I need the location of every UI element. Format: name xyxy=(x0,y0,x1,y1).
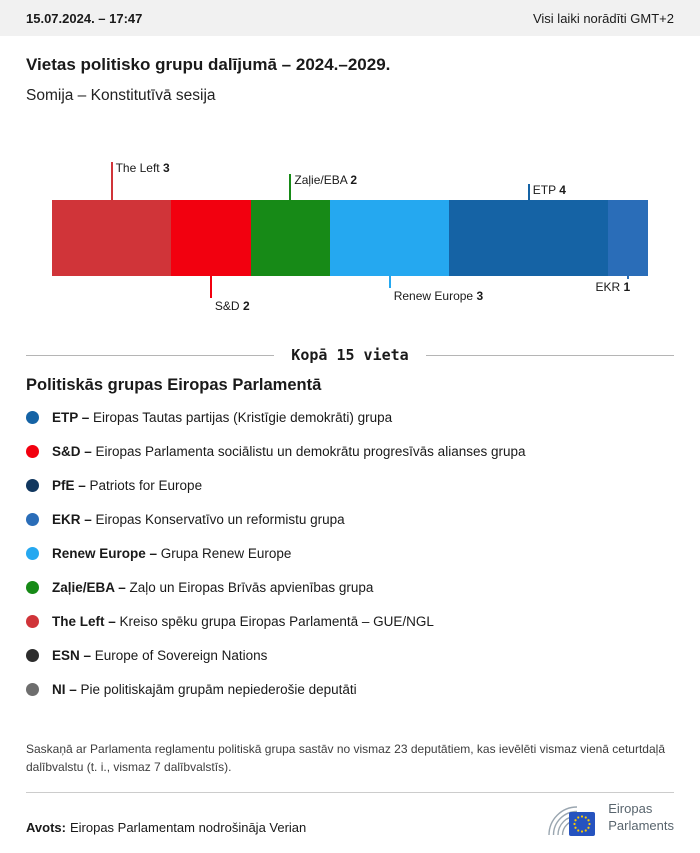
bar-segment-s-d[interactable] xyxy=(171,200,250,276)
page-subtitle: Somija – Konstitutīvā sesija xyxy=(26,87,216,104)
leader-line-the-left xyxy=(111,162,113,200)
footer-divider xyxy=(26,792,674,793)
legend-dot-renew-europe xyxy=(26,547,39,560)
legend-text-esn: ESN – Europe of Sovereign Nations xyxy=(52,647,268,663)
legend-text-etp: ETP – Eiropas Tautas partijas (Kristīgie demokrāti) grupa xyxy=(52,409,393,425)
bar-label-etp: ETP 4 xyxy=(532,183,566,197)
legend-dot-esn xyxy=(26,649,39,662)
legend-dot-za-ie-eba xyxy=(26,581,39,594)
leader-line-za-ie-eba xyxy=(289,174,291,200)
ep-logo-text-line1: Eiropas xyxy=(608,801,653,817)
legend-text-the-left: The Left – Kreiso spēku grupa Eiropas Parlamentā – GUE/NGL xyxy=(52,613,434,629)
legend-text-pfe: PfE – Patriots for Europe xyxy=(52,477,203,493)
legend-item-s-d xyxy=(26,434,674,468)
bar-label-za-ie-eba: Zaļie/EBA 2 xyxy=(294,173,358,187)
legend-item-etp xyxy=(26,400,674,434)
footnote-text: Saskaņā ar Parlamenta reglamentu politiskā grupa sastāv no vismaz 23 deputātiem, kas ievēlēti vismaz vienā ceturtdaļā dalībvalstu (t. i., vismaz 7 dalībvalstīs). xyxy=(26,742,665,774)
top-bar xyxy=(0,0,700,36)
legend-dot-ni xyxy=(26,683,39,696)
ep-logo-text xyxy=(608,801,674,835)
legend-text-s-d: S&D – Eiropas Parlamenta sociālistu un demokrātu progresīvās alianses grupa xyxy=(52,443,526,459)
legend-text-renew-europe: Renew Europe – Grupa Renew Europe xyxy=(52,545,292,561)
source-text: Eiropas Parlamentam nodrošināja Verian xyxy=(69,820,307,835)
legend-heading: Politiskās grupas Eiropas Parlamentā xyxy=(26,376,322,394)
bar-segment-za-ie-eba[interactable] xyxy=(251,200,330,276)
source-line xyxy=(26,820,306,835)
legend-item-pfe xyxy=(26,468,674,502)
total-seats-label: Kopā 15 vieta xyxy=(291,346,409,364)
seat-distribution-chart xyxy=(0,160,700,330)
bar-segment-ekr[interactable] xyxy=(608,200,648,276)
seat-bar xyxy=(52,200,648,276)
legend-dot-ekr xyxy=(26,513,39,526)
bar-segment-etp[interactable] xyxy=(449,200,608,276)
bar-label-ekr: EKR 1 xyxy=(595,280,631,294)
legend-item-renew-europe xyxy=(26,536,674,570)
legend-list xyxy=(26,400,674,706)
legend-text-ekr: EKR – Eiropas Konservatīvo un reformistu grupa xyxy=(52,511,345,527)
leader-line-ekr xyxy=(627,276,629,279)
legend-item-za-ie-eba xyxy=(26,570,674,604)
legend-item-ni xyxy=(26,672,674,706)
bar-segment-renew-europe[interactable] xyxy=(330,200,449,276)
datetime-text: 15.07.2024. – 17:47 xyxy=(26,10,143,26)
ep-logo-text-line2: Parlaments xyxy=(608,818,674,833)
legend-dot-etp xyxy=(26,411,39,424)
legend-dot-s-d xyxy=(26,445,39,458)
legend-dot-the-left xyxy=(26,615,39,628)
leader-line-etp xyxy=(528,184,530,200)
source-label: Avots: xyxy=(26,820,66,835)
legend-text-za-ie-eba: Zaļie/EBA – Zaļo un Eiropas Brīvās apvienības grupa xyxy=(52,579,374,595)
page-title: Vietas politisko grupu dalījumā – 2024.–2029. xyxy=(26,55,391,74)
leader-line-renew-europe xyxy=(389,276,391,288)
legend-dot-pfe xyxy=(26,479,39,492)
bar-label-s-d: S&D 2 xyxy=(214,299,250,313)
ep-logo-icon xyxy=(537,796,599,840)
bar-segment-the-left[interactable] xyxy=(52,200,171,276)
ep-logo xyxy=(537,796,674,840)
bar-label-the-left: The Left 3 xyxy=(115,161,170,175)
timezone-note: Visi laiki norādīti GMT+2 xyxy=(532,10,674,26)
legend-item-esn xyxy=(26,638,674,672)
bar-label-renew-europe: Renew Europe 3 xyxy=(393,289,484,303)
legend-text-ni: NI – Pie politiskajām grupām nepiederošie deputāti xyxy=(52,681,357,697)
divider-rule-left xyxy=(26,355,274,356)
divider-rule-right xyxy=(426,355,674,356)
leader-line-s-d xyxy=(210,276,212,298)
legend-item-ekr xyxy=(26,502,674,536)
total-seats-divider xyxy=(26,346,674,364)
legend-item-the-left xyxy=(26,604,674,638)
